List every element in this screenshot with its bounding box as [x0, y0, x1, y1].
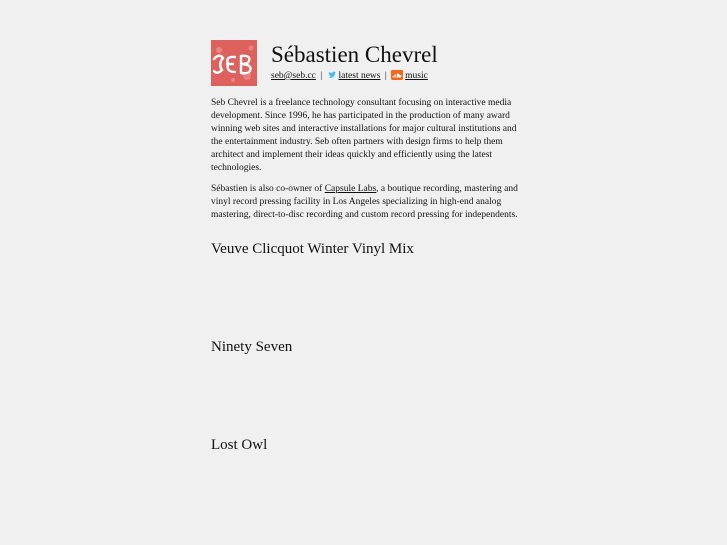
- bio-text: Sébastien is also co-owner of: [211, 184, 325, 194]
- mix-player[interactable]: [211, 356, 521, 436]
- mix-section: [211, 240, 521, 338]
- mix-title: Ninety Seven: [211, 339, 293, 355]
- header-links: [271, 70, 428, 84]
- soundcloud-icon: [391, 70, 403, 84]
- mix-title: Veuve Clicquot Winter Vinyl Mix: [211, 241, 414, 257]
- bio: [211, 97, 521, 222]
- bio-paragraph-capsule: [211, 183, 521, 222]
- page-title: Sébastien Chevrel: [271, 42, 438, 67]
- mix-title: Lost Owl: [211, 437, 268, 453]
- link-separator: |: [384, 71, 387, 81]
- mix-section: [211, 338, 521, 436]
- mix-player[interactable]: [211, 258, 521, 338]
- seb-logo: [211, 40, 257, 86]
- email-link[interactable]: seb@seb.cc: [271, 71, 316, 81]
- header: [211, 40, 521, 88]
- page-content: [211, 40, 521, 514]
- mix-section: [211, 436, 521, 514]
- music-link[interactable]: music: [405, 71, 428, 81]
- twitter-icon: [327, 70, 337, 84]
- bio-paragraph: Seb Chevrel is a freelance technology consultant focusing on interactive media development. Since 1996, he has participated in the production of many award winning web sites and interactive installations for major cultural institutions and the entertainment industry. Seb often partners with design firms to help them architect and implement their ideas quickly and efficiently using the latest technologies.: [211, 98, 517, 173]
- capsule-labs-link[interactable]: Capsule Labs: [324, 184, 377, 194]
- bio-text: , a boutique recording, mastering and vinyl record pressing facility in Los Angeles specializing in high-end analog mastering, direct-to-disc recording and custom record pressing for independents.: [211, 184, 518, 220]
- mix-player[interactable]: [211, 454, 521, 514]
- link-separator: |: [320, 71, 323, 81]
- latest-news-link[interactable]: latest news: [338, 71, 381, 81]
